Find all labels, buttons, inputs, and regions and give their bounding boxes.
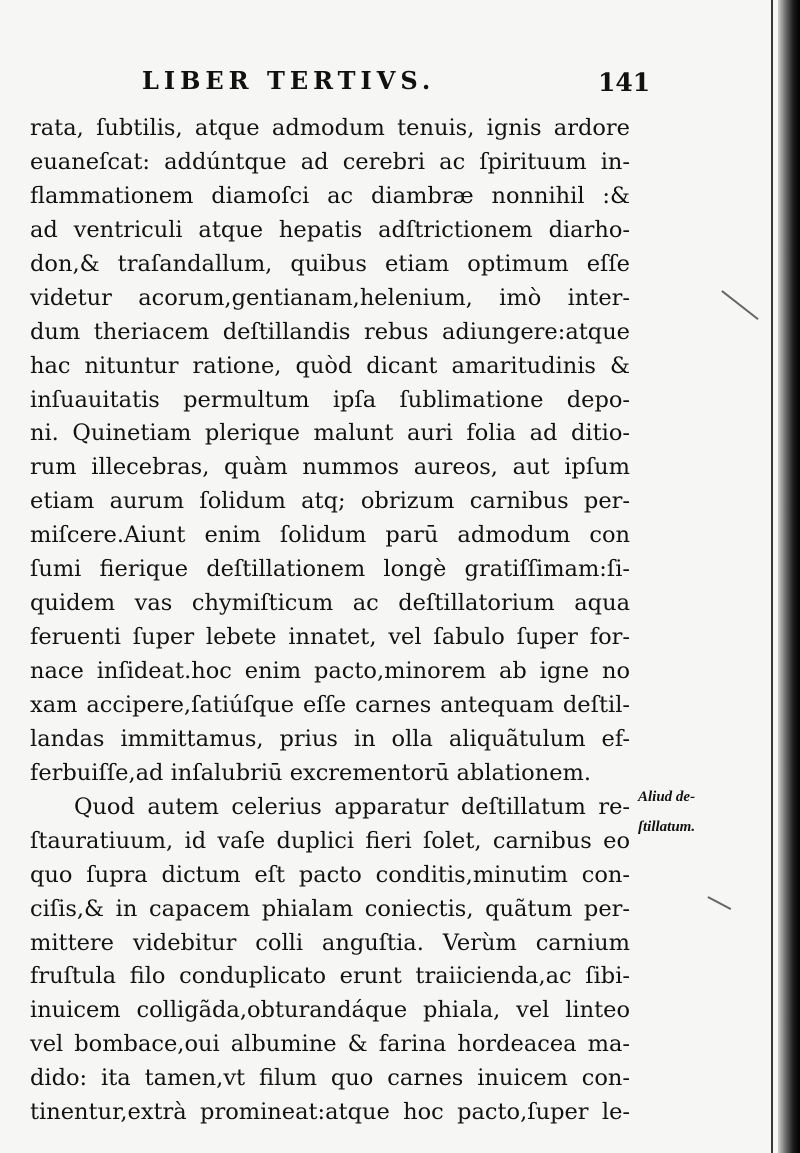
text-line: quo ſupra dictum eſt pacto conditis,minutim con- <box>30 861 630 888</box>
main-text-block <box>30 112 630 1130</box>
ink-stroke-mark <box>722 290 759 320</box>
text-line: xam accipere,ſatiúſque eſſe carnes antequam deſtil- <box>30 691 630 718</box>
text-line: rum illecebras, quàm nummos aureos, aut ipſum <box>30 454 630 481</box>
ink-stroke-mark <box>708 896 732 910</box>
text-line: dido: ita tamen,vt filum quo carnes inuicem con- <box>30 1065 630 1092</box>
text-line: inuicem colligãda,obturandáque phiala, vel linteo <box>30 997 630 1024</box>
marginal-note <box>638 782 748 842</box>
text-line: euaneſcat: addúntque ad cerebri ac ſpirituum in- <box>30 148 630 175</box>
text-line: ni. Quinetiam plerique malunt auri folia ad ditio- <box>30 420 630 447</box>
text-line: ſtauratiuum, id vaſe duplici fieri ſolet, carnibus eo <box>30 827 630 854</box>
text-line: ciſis,& in capacem phialam coniectis, quãtum per- <box>30 895 630 922</box>
text-line: quidem vas chymiſticum ac deſtillatorium aqua <box>30 590 630 617</box>
text-line: inſuauitatis permultum ipſa ſublimatione depo- <box>30 386 630 413</box>
text-line: videtur acorum,gentianam,helenium, imò inter- <box>30 284 630 311</box>
text-line: miſcere.Aiunt enim ſolidum parū admodum con <box>30 522 630 549</box>
text-line: etiam aurum ſolidum atq; obrizum carnibus per- <box>30 488 630 515</box>
paragraph-start-line: Quod autem celerius apparatur deſtillatum re- <box>74 793 630 820</box>
text-line: dum theriacem deſtillandis rebus adiungere:atque <box>30 318 630 345</box>
text-line: flammationem diamoſci ac diambræ nonnihil :& <box>30 182 630 209</box>
book-gutter-shadow <box>778 0 800 1153</box>
running-head <box>0 66 800 106</box>
text-line: fruſtula filo conduplicato erunt traiicienda,ac ſibi- <box>30 963 630 990</box>
marginal-note-line: Aliud de- <box>638 789 696 805</box>
running-title: LIBER TERTIVS. <box>142 66 436 95</box>
text-line: vel bombace,oui albumine & farina hordeacea ma- <box>30 1031 630 1058</box>
text-line: ſumi fierique deſtillationem longè gratiſſimam:ſi- <box>30 556 630 583</box>
text-line: hac nituntur ratione, quòd dicant amaritudinis & <box>30 352 630 379</box>
text-line: mittere videbitur colli anguſtia. Verùm carnium <box>30 929 630 956</box>
text-line: ad ventriculi atque hepatis adſtrictionem diarho- <box>30 216 630 243</box>
text-line: nace inſideat.hoc enim pacto,minorem ab igne no <box>30 658 630 684</box>
text-line: feruenti ſuper lebete innatet, vel ſabulo ſuper for- <box>30 624 630 651</box>
text-line: landas immittamus, prius in olla aliquãtulum ef- <box>30 725 630 752</box>
text-line: don,& traſandallum, quibus etiam optimum eſſe <box>30 250 630 277</box>
text-line: tinentur,extrà promineat:atque hoc pacto,ſuper le- <box>30 1099 630 1126</box>
paragraph-end-line: ferbuiſſe,ad inſalubriū excrementorū ablationem. <box>30 759 592 786</box>
text-line: rata, ſubtilis, atque admodum tenuis, ignis ardore <box>30 115 630 141</box>
gutter-fold-line <box>771 0 773 1153</box>
page-number: 141 <box>598 68 651 97</box>
marginal-note-line: ſtillatum. <box>638 819 696 835</box>
